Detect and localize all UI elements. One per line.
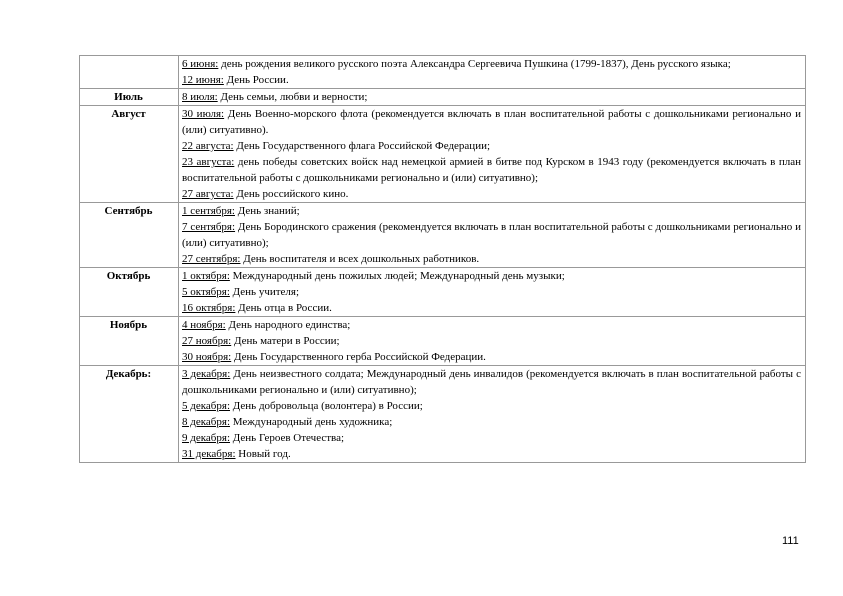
- event-date: 27 ноября:: [182, 335, 232, 347]
- table-row: [80, 366, 806, 463]
- events-cell: [179, 106, 806, 203]
- event-line: [182, 349, 801, 365]
- event-line: [182, 430, 801, 446]
- event-date: 8 июля:: [182, 91, 218, 103]
- event-text: день победы советских войск над немецкой армией в битве под Курском в 1943 году (рекомендуется включать в план воспитательной работы с дошкольниками регионально и (или) ситуативно);: [182, 156, 801, 184]
- month-cell: Сентябрь: [80, 203, 179, 268]
- event-text: День знаний;: [234, 205, 300, 217]
- event-line: [182, 268, 801, 284]
- event-text: Международный день художника;: [230, 416, 393, 428]
- event-text: День воспитателя и всех дошкольных работников.: [240, 253, 480, 265]
- event-date: 9 декабря:: [182, 432, 231, 444]
- event-text: День российского кино.: [233, 188, 349, 200]
- event-text: День Государственного герба Российской Федерации.: [231, 351, 486, 363]
- page-number: 111: [782, 535, 799, 547]
- event-text: Новый год.: [235, 448, 291, 460]
- events-cell: [179, 317, 806, 366]
- event-date: 22 августа:: [182, 140, 234, 152]
- event-line: [182, 72, 801, 88]
- event-date: 7 сентября:: [182, 221, 236, 233]
- event-line: [182, 219, 801, 251]
- event-line: [182, 138, 801, 154]
- table-row: [80, 317, 806, 366]
- event-line: [182, 333, 801, 349]
- event-date: 30 июля:: [182, 108, 225, 120]
- table-row: [80, 89, 806, 106]
- events-cell: [179, 268, 806, 317]
- event-text: День Героев Отечества;: [230, 432, 345, 444]
- event-text: День России.: [223, 74, 289, 86]
- events-cell: [179, 366, 806, 463]
- month-cell: Октябрь: [80, 268, 179, 317]
- events-cell: [179, 56, 806, 89]
- event-line: [182, 446, 801, 462]
- event-line: [182, 284, 801, 300]
- event-date: 31 декабря:: [182, 448, 236, 460]
- event-line: [182, 317, 801, 333]
- event-line: [182, 251, 801, 267]
- table-row: [80, 203, 806, 268]
- event-date: 27 сентября:: [182, 253, 241, 265]
- event-text: День Военно-морского флота (рекомендуется включать в план воспитательной работы с дошкольниками регионально и (или) ситуативно).: [182, 108, 801, 136]
- event-date: 16 октября:: [182, 302, 236, 314]
- event-date: 5 декабря:: [182, 400, 231, 412]
- table-row: [80, 268, 806, 317]
- month-cell: Декабрь:: [80, 366, 179, 463]
- event-line: [182, 106, 801, 138]
- holidays-table-body: [80, 56, 806, 463]
- event-line: [182, 89, 801, 105]
- event-line: [182, 414, 801, 430]
- event-text: День Государственного флага Российской Федерации;: [233, 140, 491, 152]
- event-text: День отца в России.: [235, 302, 332, 314]
- event-date: 30 ноября:: [182, 351, 232, 363]
- event-line: [182, 300, 801, 316]
- events-cell: [179, 203, 806, 268]
- table-row: [80, 106, 806, 203]
- event-line: [182, 56, 801, 72]
- event-date: 23 августа:: [182, 156, 235, 168]
- event-date: 27 августа:: [182, 188, 234, 200]
- event-date: 6 июня:: [182, 58, 219, 70]
- month-cell: Июль: [80, 89, 179, 106]
- event-text: День добровольца (волонтера) в России;: [230, 400, 423, 412]
- event-text: день рождения великого русского поэта Александра Сергеевича Пушкина (1799-1837), День русского языка;: [218, 58, 731, 70]
- event-date: 5 октября:: [182, 286, 230, 298]
- event-date: 1 сентября:: [182, 205, 235, 217]
- event-text: День учителя;: [229, 286, 300, 298]
- table-row: [80, 56, 806, 89]
- event-date: 8 декабря:: [182, 416, 231, 428]
- event-date: 1 октября:: [182, 270, 230, 282]
- event-date: 12 июня:: [182, 74, 224, 86]
- month-cell: [80, 56, 179, 89]
- event-text: День семьи, любви и верности;: [217, 91, 368, 103]
- event-text: День Бородинского сражения (рекомендуется включать в план воспитательной работы с дошкольниками регионально и (или) ситуативно);: [182, 221, 801, 249]
- event-line: [182, 186, 801, 202]
- event-date: 3 декабря:: [182, 368, 231, 380]
- event-line: [182, 398, 801, 414]
- event-text: Международный день пожилых людей; Международный день музыки;: [229, 270, 565, 282]
- event-text: День народного единства;: [225, 319, 351, 331]
- events-cell: [179, 89, 806, 106]
- event-text: День матери в России;: [231, 335, 340, 347]
- event-line: [182, 366, 801, 398]
- month-cell: Ноябрь: [80, 317, 179, 366]
- month-cell: Август: [80, 106, 179, 203]
- holidays-table: [79, 55, 806, 463]
- event-line: [182, 154, 801, 186]
- event-text: День неизвестного солдата; Международный день инвалидов (рекомендуется включать в план воспитательной работы с дошкольниками регионально и (или) ситуативно);: [182, 368, 801, 396]
- event-date: 4 ноября:: [182, 319, 226, 331]
- event-line: [182, 203, 801, 219]
